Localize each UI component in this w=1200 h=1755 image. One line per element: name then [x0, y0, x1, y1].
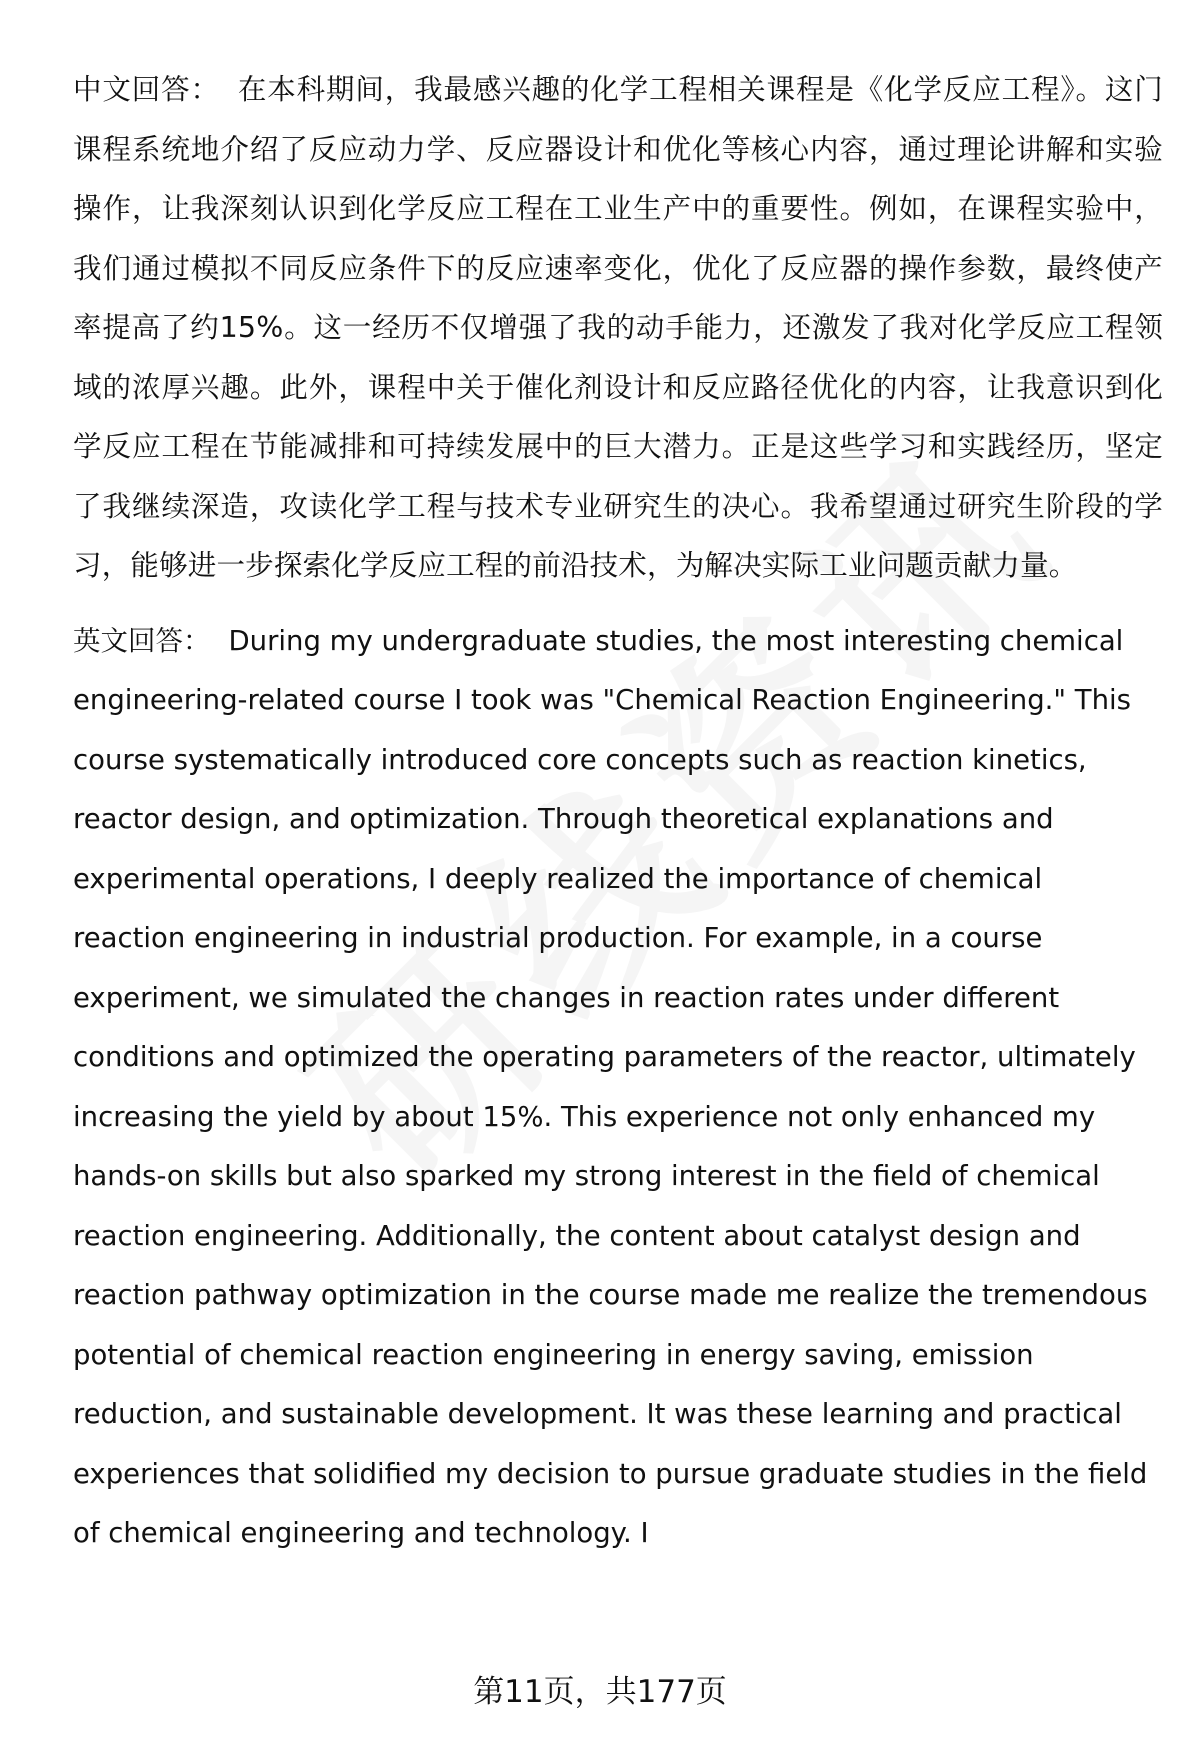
document-body	[73, 60, 1163, 1564]
page-number-footer: 第11页，共177页	[473, 1674, 727, 1710]
english-answer-label: 英文回答：	[73, 624, 211, 657]
english-answer-text: During my undergraduate studies, the most interesting chemical engineering-related course I took was "Chemical Reaction Engineering." This course systematically introduced core concepts such as reaction kinetics, reactor design, and optimization. Through theoretical explanations and experimental operations, I deeply realized the importance of chemical reaction engineering in industrial production. For example, in a course experiment, we simulated the changes in reaction rates under different conditions and optimized the operating parameters of the reactor, ultimately increasing the yield by about 15%. This experience not only enhanced my hands-on skills but also sparked my strong interest in the field of chemical reaction engineering. Additionally, the content about catalyst design and reaction pathway optimization in the course made me realize the tremendous potential of chemical reaction engineering in energy saving, emission reduction, and sustainable development. It was these learning and practical experiences that solidified my decision to pursue graduate studies in the field of chemical engineering and technology. I	[73, 624, 1148, 1549]
chinese-answer-text: 在本科期间，我最感兴趣的化学工程相关课程是《化学反应工程》。这门课程系统地介绍了反应动力学、反应器设计和优化等核心内容，通过理论讲解和实验操作，让我深刻认识到化学反应工程在工业生产中的重要性。例如，在课程实验中，我们通过模拟不同反应条件下的反应速率变化，优化了反应器的操作参数，最终使产率提高了约15%。这一经历不仅增强了我的动手能力，还激发了我对化学反应工程领域的浓厚兴趣。此外，课程中关于催化剂设计和反应路径优化的内容，让我意识到化学反应工程在节能减排和可持续发展中的巨大潜力。正是这些学习和实践经历，坚定了我继续深造，攻读化学工程与技术专业研究生的决心。我希望通过研究生阶段的学习，能够进一步探索化学反应工程的前沿技术，为解决实际工业问题贡献力量。	[73, 73, 1163, 582]
english-answer-paragraph	[73, 612, 1163, 1564]
chinese-answer-label: 中文回答：	[73, 73, 220, 106]
chinese-answer-paragraph	[73, 60, 1163, 596]
